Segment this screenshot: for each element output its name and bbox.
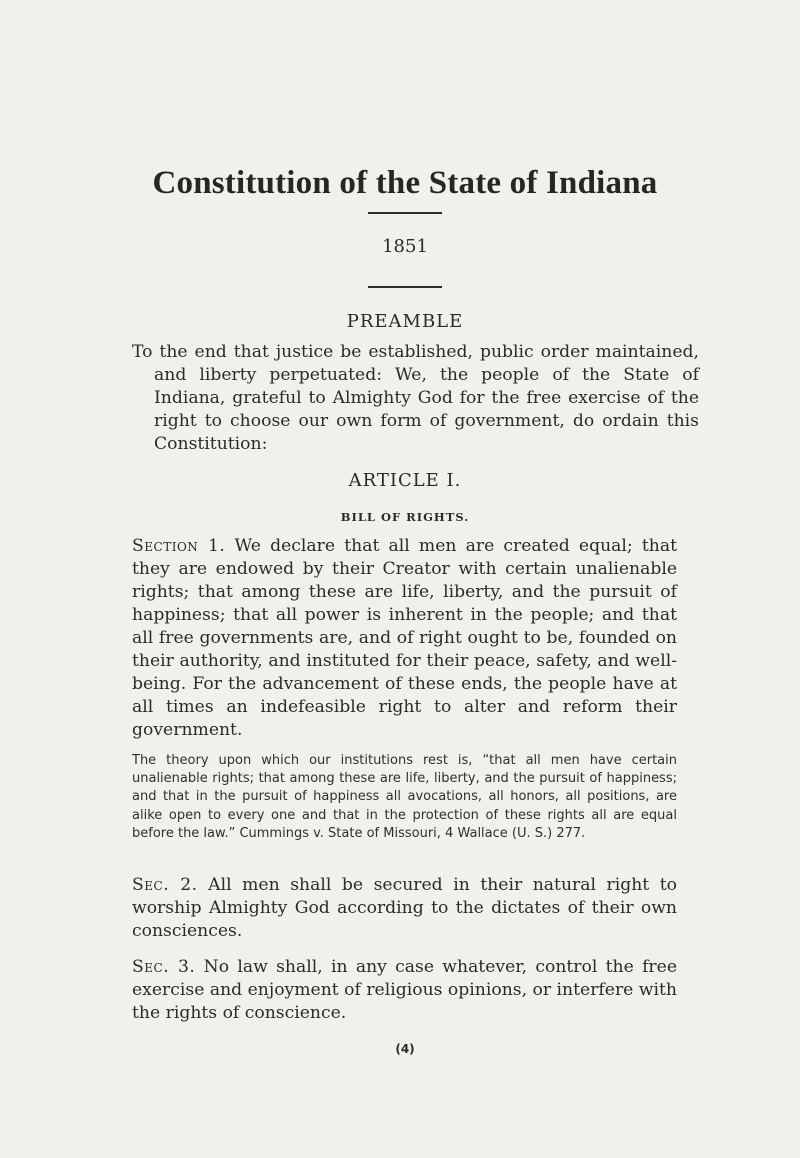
section-2-text: All men shall be secured in their natural right to worship Almighty God according to the dictates of their own consciences. xyxy=(132,875,677,941)
section-2-label: Sec. 2. xyxy=(132,875,198,895)
preamble-text: To the end that justice be established, public order maintained, and liberty perpetuated: We, the people of the State of Indiana, grateful to Almighty God for the free exercise of the right to choose our own form of government, do ordain this Constitution: xyxy=(132,342,699,454)
article-heading: ARTICLE I. xyxy=(348,470,462,491)
section-3 xyxy=(132,956,677,1025)
document-title: Constitution of the State of Indiana xyxy=(152,165,658,202)
page-number: (4) xyxy=(395,1042,415,1056)
section-3-text: No law shall, in any case whatever, control the free exercise and enjoyment of religious opinions, or interfere with the rights of conscience. xyxy=(132,957,677,1023)
section-3-label: Sec. 3. xyxy=(132,957,196,977)
article-subheading: BILL OF RIGHTS. xyxy=(340,510,470,524)
section-1-text: We declare that all men are created equal; that they are endowed by their Creator with certain unalienable rights; that among these are life, liberty, and the pursuit of happiness; that all power is inherent in the people; and that all free governments are, and of right ought to be, founded on their authority, and instituted for their peace, safety, and well-being. For the advancement of these ends, the people have at all times an indefeasible right to alter and reform their government. xyxy=(132,536,677,740)
annotation-note: The theory upon which our institutions rest is, “that all men have certain unalienable rights; that among these are life, liberty, and the pursuit of happiness; and that in the pursuit of happiness all avocations, all honors, all positions, are alike open to every one and that in the protection of these rights all are equal before the law.” Cummings v. State of Missouri, 4 Wallace (U. S.) 277. xyxy=(132,753,677,841)
section-1-label: Section 1. xyxy=(132,536,226,556)
title-divider-top xyxy=(368,212,442,214)
document-year: 1851 xyxy=(382,236,428,257)
title-divider-bottom xyxy=(368,286,442,288)
section-2 xyxy=(132,874,677,943)
preamble-heading: PREAMBLE xyxy=(346,311,464,332)
section-1 xyxy=(132,535,677,742)
